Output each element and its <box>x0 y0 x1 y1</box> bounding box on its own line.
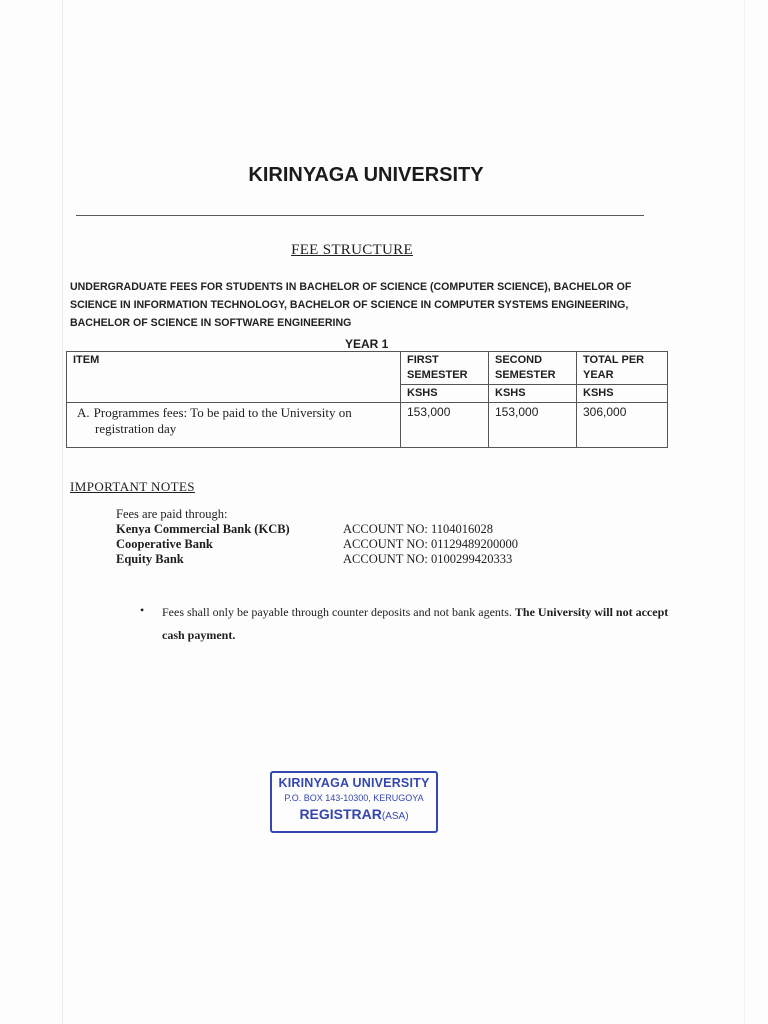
table-row <box>67 403 668 448</box>
year-label: YEAR 1 <box>345 337 389 351</box>
row-total: 306,000 <box>577 403 668 448</box>
registrar-stamp <box>270 771 438 833</box>
header-total-per-year: TOTAL PER YEAR <box>577 352 668 385</box>
account-number-kcb: ACCOUNT NO: 1104016028 <box>343 522 494 536</box>
row-item-text: Programmes fees: To be paid to the University on registration day <box>93 405 352 436</box>
page-edge-right <box>744 0 745 1024</box>
row-marker: A. <box>77 405 90 420</box>
header-second-semester: SECOND SEMESTER <box>489 352 577 385</box>
row-first-semester: 153,000 <box>401 403 489 448</box>
title-rule <box>76 215 644 216</box>
page-edge <box>62 0 63 1024</box>
row-second-semester: 153,000 <box>489 403 577 448</box>
bullet-icon: • <box>140 603 145 617</box>
table-header-row <box>67 352 668 385</box>
currency-total: KSHS <box>577 385 668 403</box>
bank-name-kcb: Kenya Commercial Bank (KCB) <box>116 522 290 536</box>
stamp-address: P.O. BOX 143-10300, KERUGOYA <box>284 793 424 803</box>
payment-note-bold: The University will not accept cash payment. <box>162 605 669 642</box>
currency-second: KSHS <box>489 385 577 403</box>
header-item: ITEM <box>67 352 401 403</box>
programs-description: UNDERGRADUATE FEES FOR STUDENTS IN BACHELOR OF SCIENCE (COMPUTER SCIENCE), BACHELOR OF SCIENCE IN INFORMATION TECHNOLOGY, BACHELOR OF SCIENCE IN COMPUTER SYSTEMS ENGINEERING, BACHELOR OF SCIENCE IN SOFTWARE ENGINEERING <box>70 281 632 329</box>
stamp-registrar-suffix: (ASA) <box>381 811 409 822</box>
stamp-university: KIRINYAGA UNIVERSITY <box>278 776 430 790</box>
document-title: FEE STRUCTURE <box>291 242 413 258</box>
bank-name-equity: Equity Bank <box>116 552 184 566</box>
currency-first: KSHS <box>401 385 489 403</box>
fee-table <box>66 351 668 448</box>
header-first-semester: FIRST SEMESTER <box>401 352 489 385</box>
payment-intro: Fees are paid through: <box>116 507 228 521</box>
payment-note <box>162 601 672 647</box>
notes-heading: IMPORTANT NOTES <box>70 479 195 494</box>
account-number-cooperative: ACCOUNT NO: 01129489200000 <box>343 537 519 551</box>
payment-note-text: Fees shall only be payable through counter deposits and not bank agents. <box>162 605 512 619</box>
university-title: KIRINYAGA UNIVERSITY <box>248 164 484 186</box>
account-number-equity: ACCOUNT NO: 0100299420333 <box>343 552 513 566</box>
bank-name-cooperative: Cooperative Bank <box>116 537 213 551</box>
row-item <box>67 403 401 448</box>
stamp-registrar <box>272 806 436 822</box>
stamp-registrar-text: REGISTRAR <box>299 806 382 822</box>
